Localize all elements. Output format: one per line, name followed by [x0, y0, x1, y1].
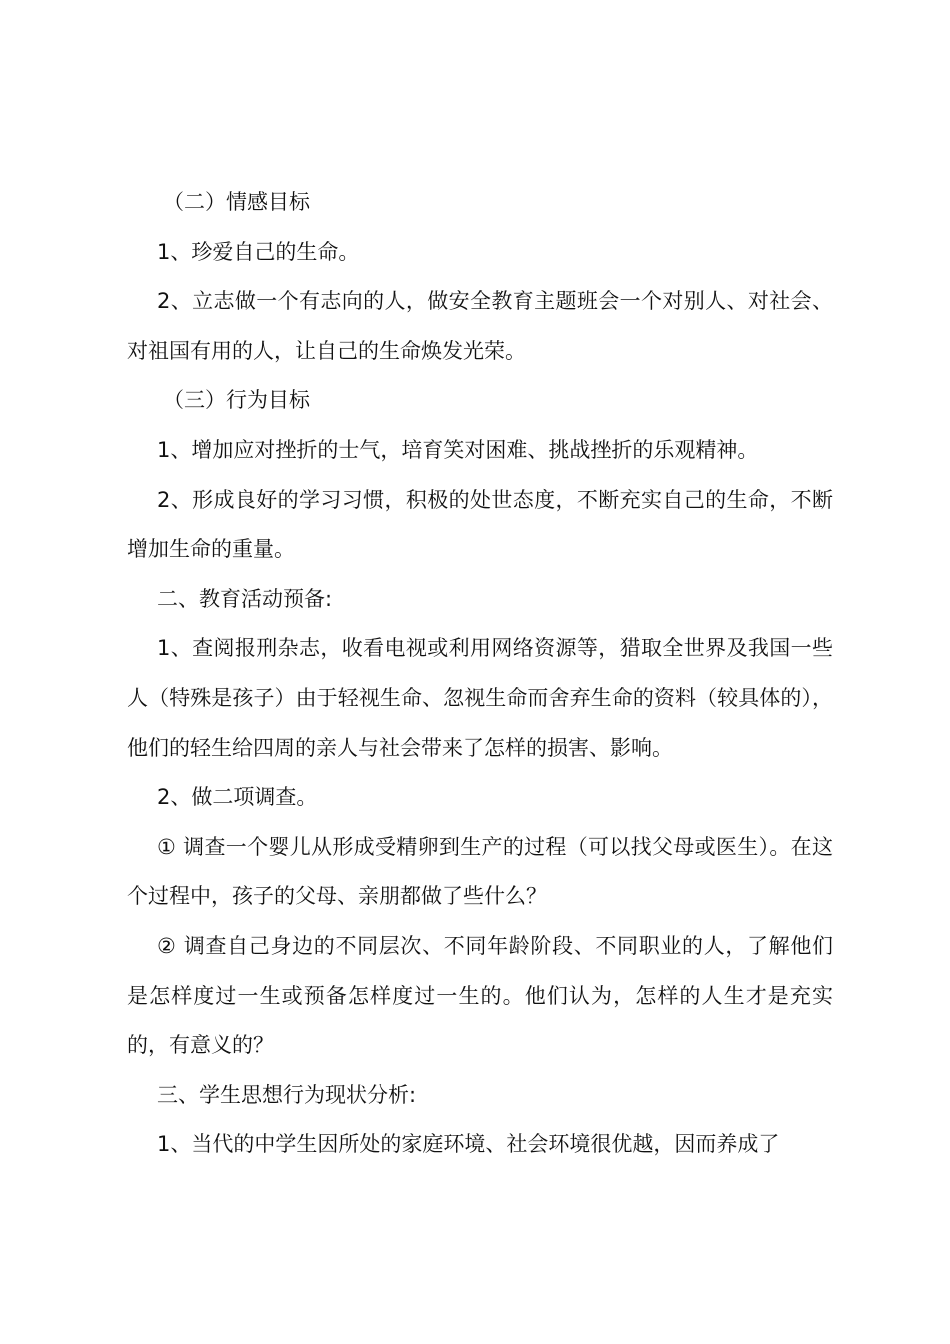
paragraph: 1、增加应对挫折的士气，培育笑对困难、挑战挫折的乐观精神。	[157, 437, 759, 462]
paragraph: 1、当代的中学生因所处的家庭环境、社会环境很优越，因而养成了	[157, 1132, 780, 1157]
paragraph: 1、珍爱自己的生命。	[157, 239, 360, 264]
document-body	[127, 178, 833, 1170]
paragraph: 1、查阅报刑杂志，收看电视或利用网络资源等，猎取全世界及我国一些人（特殊是孩子）由于轻视生命、忽视生命而舍弃生命的资料（较具体的），他们的轻生给四周的亲人与社会带来了怎样的损害、影响。	[127, 636, 833, 760]
section-heading-emotional-goals: （二）情感目标	[163, 190, 310, 214]
paragraph: 2、形成良好的学习习惯，积极的处世态度，不断充实自己的生命，不断增加生命的重量。	[127, 487, 833, 562]
paragraph: 2、做二项调查。	[157, 785, 318, 810]
paragraph: ① 调查一个婴儿从形成受精卵到生产的过程（可以找父母或医生）。在这个过程中，孩子的父母、亲朋都做了些什么？	[127, 834, 833, 909]
paragraph: ② 调查自己身边的不同层次、不同年龄阶段、不同职业的人，了解他们是怎样度过一生或预备怎样度过一生的。他们认为，怎样的人生才是充实的，有意义的？	[127, 933, 833, 1058]
paragraph: 2、立志做一个有志向的人，做安全教育主题班会一个对别人、对社会、对祖国有用的人，让自己的生命焕发光荣。	[127, 289, 833, 363]
section-heading-analysis: 三、学生思想行为现状分析:	[157, 1082, 417, 1107]
section-heading-behavior-goals: （三）行为目标	[163, 388, 310, 413]
section-heading-preparation: 二、教育活动预备:	[157, 586, 333, 611]
